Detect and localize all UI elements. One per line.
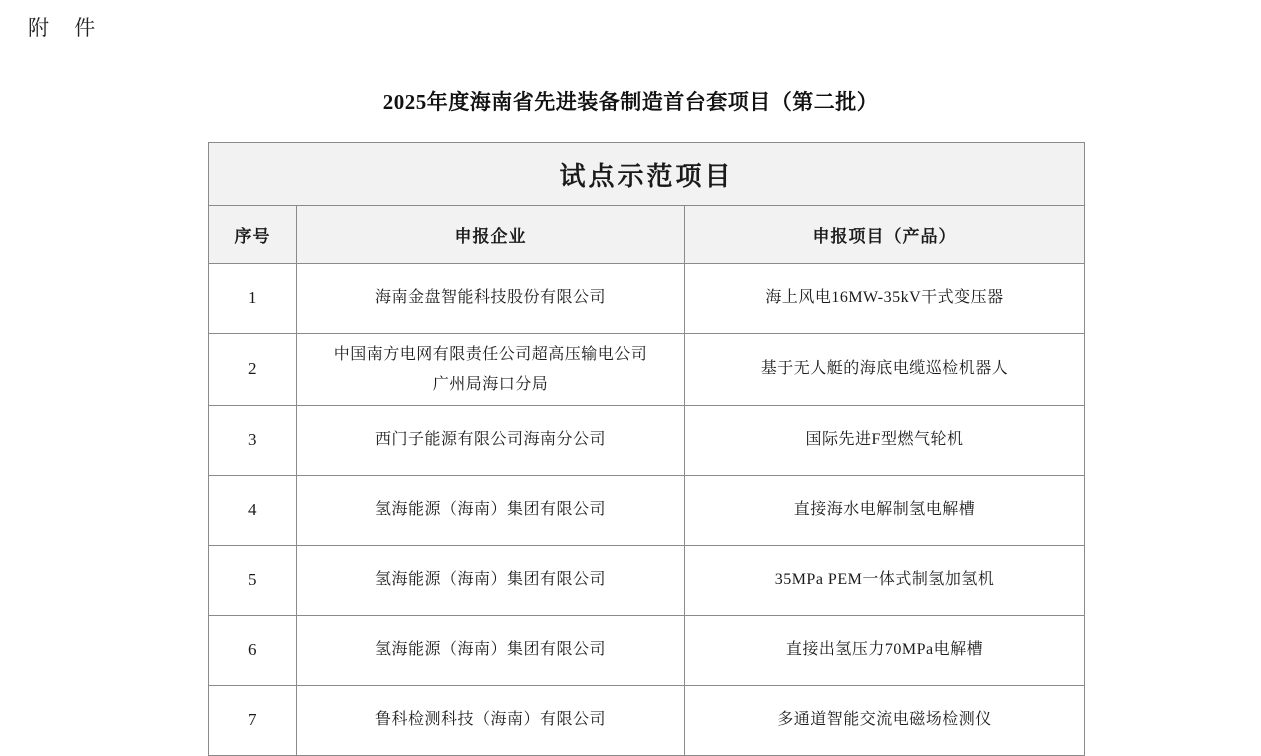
page-title: 2025年度海南省先进装备制造首台套项目（第二批） — [382, 90, 879, 114]
table-row — [209, 686, 1085, 756]
row-company: 鲁科检测科技（海南）有限公司 — [297, 686, 685, 756]
row-company-line2: 广州局海口分局 — [432, 375, 549, 393]
column-header-project: 申报项目（产品） — [685, 206, 1085, 264]
column-header-index: 序号 — [209, 206, 297, 264]
table-row — [209, 476, 1085, 546]
table-row — [209, 546, 1085, 616]
table-header-row — [209, 206, 1085, 264]
row-project: 直接出氢压力70MPa电解槽 — [685, 616, 1085, 686]
row-index: 3 — [209, 406, 297, 476]
row-project: 基于无人艇的海底电缆巡检机器人 — [685, 334, 1085, 406]
row-project: 国际先进F型燃气轮机 — [685, 406, 1085, 476]
row-index: 4 — [209, 476, 297, 546]
table-container — [208, 142, 1084, 756]
row-project: 35MPa PEM一体式制氢加氢机 — [685, 546, 1085, 616]
row-index: 7 — [209, 686, 297, 756]
row-index: 2 — [209, 334, 297, 406]
row-company: 氢海能源（海南）集团有限公司 — [297, 476, 685, 546]
row-company: 氢海能源（海南）集团有限公司 — [297, 616, 685, 686]
row-company: 海南金盘智能科技股份有限公司 — [297, 264, 685, 334]
row-index: 6 — [209, 616, 297, 686]
row-company — [297, 334, 685, 406]
table-row — [209, 334, 1085, 406]
row-company-line1: 中国南方电网有限责任公司超高压输电公司 — [333, 346, 648, 363]
table-row — [209, 616, 1085, 686]
table-row — [209, 406, 1085, 476]
table-banner-row — [209, 143, 1085, 206]
row-company: 氢海能源（海南）集团有限公司 — [297, 546, 685, 616]
project-table — [208, 142, 1085, 756]
table-row — [209, 264, 1085, 334]
row-company: 西门子能源有限公司海南分公司 — [297, 406, 685, 476]
row-project: 直接海水电解制氢电解槽 — [685, 476, 1085, 546]
attachment-label: 附 件 — [28, 16, 106, 40]
row-project: 海上风电16MW-35kV干式变压器 — [685, 264, 1085, 334]
row-index: 1 — [209, 264, 297, 334]
row-index: 5 — [209, 546, 297, 616]
row-project: 多通道智能交流电磁场检测仪 — [685, 686, 1085, 756]
column-header-company: 申报企业 — [297, 206, 685, 264]
table-banner-cell: 试点示范项目 — [209, 143, 1085, 206]
